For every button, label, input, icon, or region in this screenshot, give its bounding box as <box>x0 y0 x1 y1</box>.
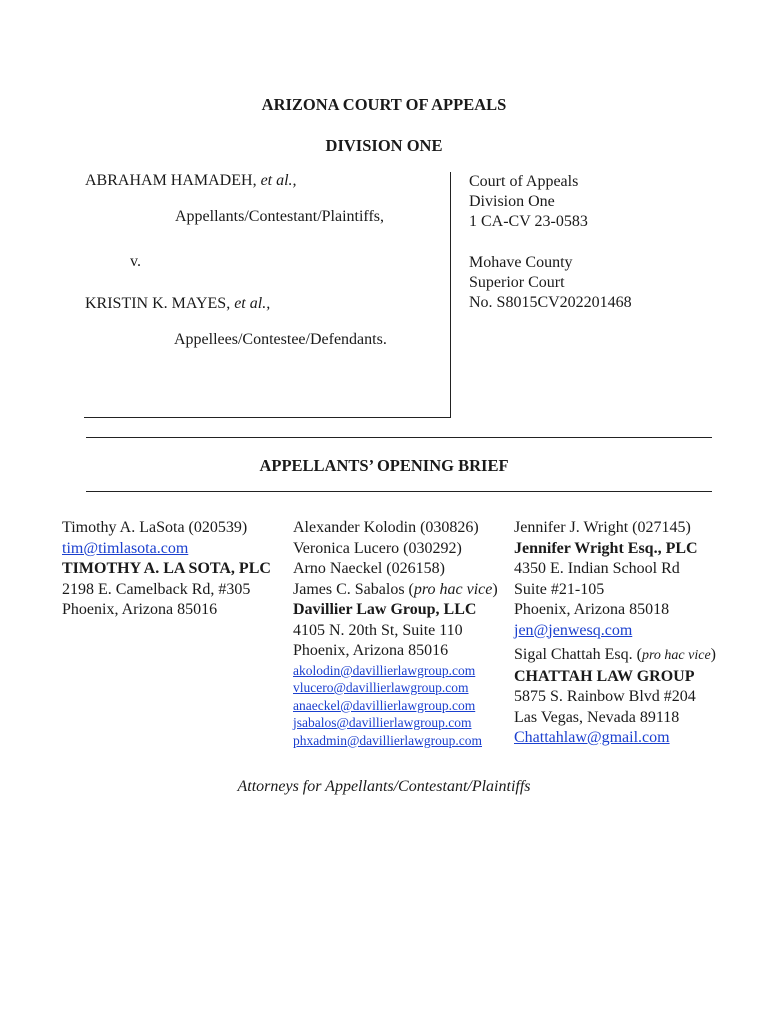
title-rule-top <box>86 437 712 438</box>
court-title: ARIZONA COURT OF APPEALS <box>261 95 507 114</box>
versus: v. <box>130 253 141 270</box>
attorney-name-pro-hac-vice <box>293 580 498 601</box>
counsel-column-3 <box>514 518 716 749</box>
division-title: DIVISION ONE <box>325 136 443 155</box>
email-link[interactable]: vlucero@davillierlawgroup.com <box>293 680 469 695</box>
address-line: Las Vegas, Nevada 89118 <box>514 708 680 726</box>
attorney-name: Timothy A. LaSota (020539) <box>62 519 248 536</box>
appellant-role: Appellants/Contestant/Plaintiffs, <box>175 208 385 225</box>
title-rule-bottom <box>86 491 712 492</box>
attorney-name: Veronica Lucero (030292) <box>293 539 462 557</box>
counsel-column-1 <box>62 518 271 621</box>
appellee-line <box>85 295 270 313</box>
firm-name: CHATTAH LAW GROUP <box>514 667 695 685</box>
firm-name: Davillier Law Group, LLC <box>293 601 477 618</box>
address-line: 2198 E. Camelback Rd, #305 <box>62 580 251 598</box>
appellee-role: Appellees/Contestee/Defendants. <box>174 331 387 348</box>
court-line2: Division One <box>469 193 555 210</box>
pro-hac-vice: pro hac vice <box>413 580 493 598</box>
name-text: Sigal Chattah Esq. ( <box>514 646 642 663</box>
attorney-email-link[interactable]: tim@timlasota.com <box>62 539 189 557</box>
email-link[interactable]: jsabalos@davillierlawgroup.com <box>293 715 472 730</box>
attorneys-for: Attorneys for Appellants/Contestant/Plaintiffs <box>237 778 531 795</box>
appellant-name: ABRAHAM HAMADEH, <box>85 172 257 189</box>
attorney-name: Arno Naeckel (026158) <box>293 560 445 577</box>
county-line2: Superior Court <box>469 274 565 291</box>
pro-hac-vice: pro hac vice <box>641 648 711 663</box>
attorney-name: Jennifer J. Wright (027145) <box>514 519 691 536</box>
appellant-etal: et al., <box>260 172 297 189</box>
case-info <box>469 172 632 313</box>
case-number: 1 CA-CV 23-0583 <box>469 213 588 230</box>
email-link[interactable]: akolodin@davillierlawgroup.com <box>293 662 476 678</box>
caption-divider-vertical <box>450 172 451 418</box>
attorney-name-pro-hac-vice <box>514 645 716 667</box>
email-link[interactable]: Chattahlaw@gmail.com <box>514 729 670 746</box>
attorney-name: Alexander Kolodin (030826) <box>293 519 479 536</box>
email-link[interactable]: jen@jenwesq.com <box>514 621 633 639</box>
superior-number: No. S8015CV202201468 <box>469 294 632 311</box>
appellee-etal: et al., <box>234 295 271 312</box>
address-line: Phoenix, Arizona 85016 <box>62 601 218 618</box>
address-line: Suite #21-105 <box>514 580 605 598</box>
county-line1: Mohave County <box>469 254 573 271</box>
caption-divider-horizontal <box>84 417 451 418</box>
name-text: James C. Sabalos ( <box>293 580 414 598</box>
brief-title: APPELLANTS’ OPENING BRIEF <box>259 456 509 475</box>
spacer <box>469 232 632 253</box>
appellant-line <box>85 172 297 190</box>
email-link[interactable]: phxadmin@davillierlawgroup.com <box>293 732 483 748</box>
paren: ) <box>492 580 498 598</box>
appellee-name: KRISTIN K. MAYES, <box>85 295 231 312</box>
firm-name: TIMOTHY A. LA SOTA, PLC <box>62 560 271 577</box>
counsel-column-2 <box>293 518 498 749</box>
address-line: 4105 N. 20th St, Suite 110 <box>293 621 463 639</box>
address-line: 4350 E. Indian School Rd <box>514 560 680 577</box>
email-link[interactable]: anaeckel@davillierlawgroup.com <box>293 697 476 713</box>
paren: ) <box>710 646 716 663</box>
address-line: Phoenix, Arizona 85018 <box>514 601 670 618</box>
firm-name: Jennifer Wright Esq., PLC <box>514 539 698 557</box>
court-line1: Court of Appeals <box>469 173 579 190</box>
address-line: Phoenix, Arizona 85016 <box>293 642 449 659</box>
address-line: 5875 S. Rainbow Blvd #204 <box>514 688 696 705</box>
